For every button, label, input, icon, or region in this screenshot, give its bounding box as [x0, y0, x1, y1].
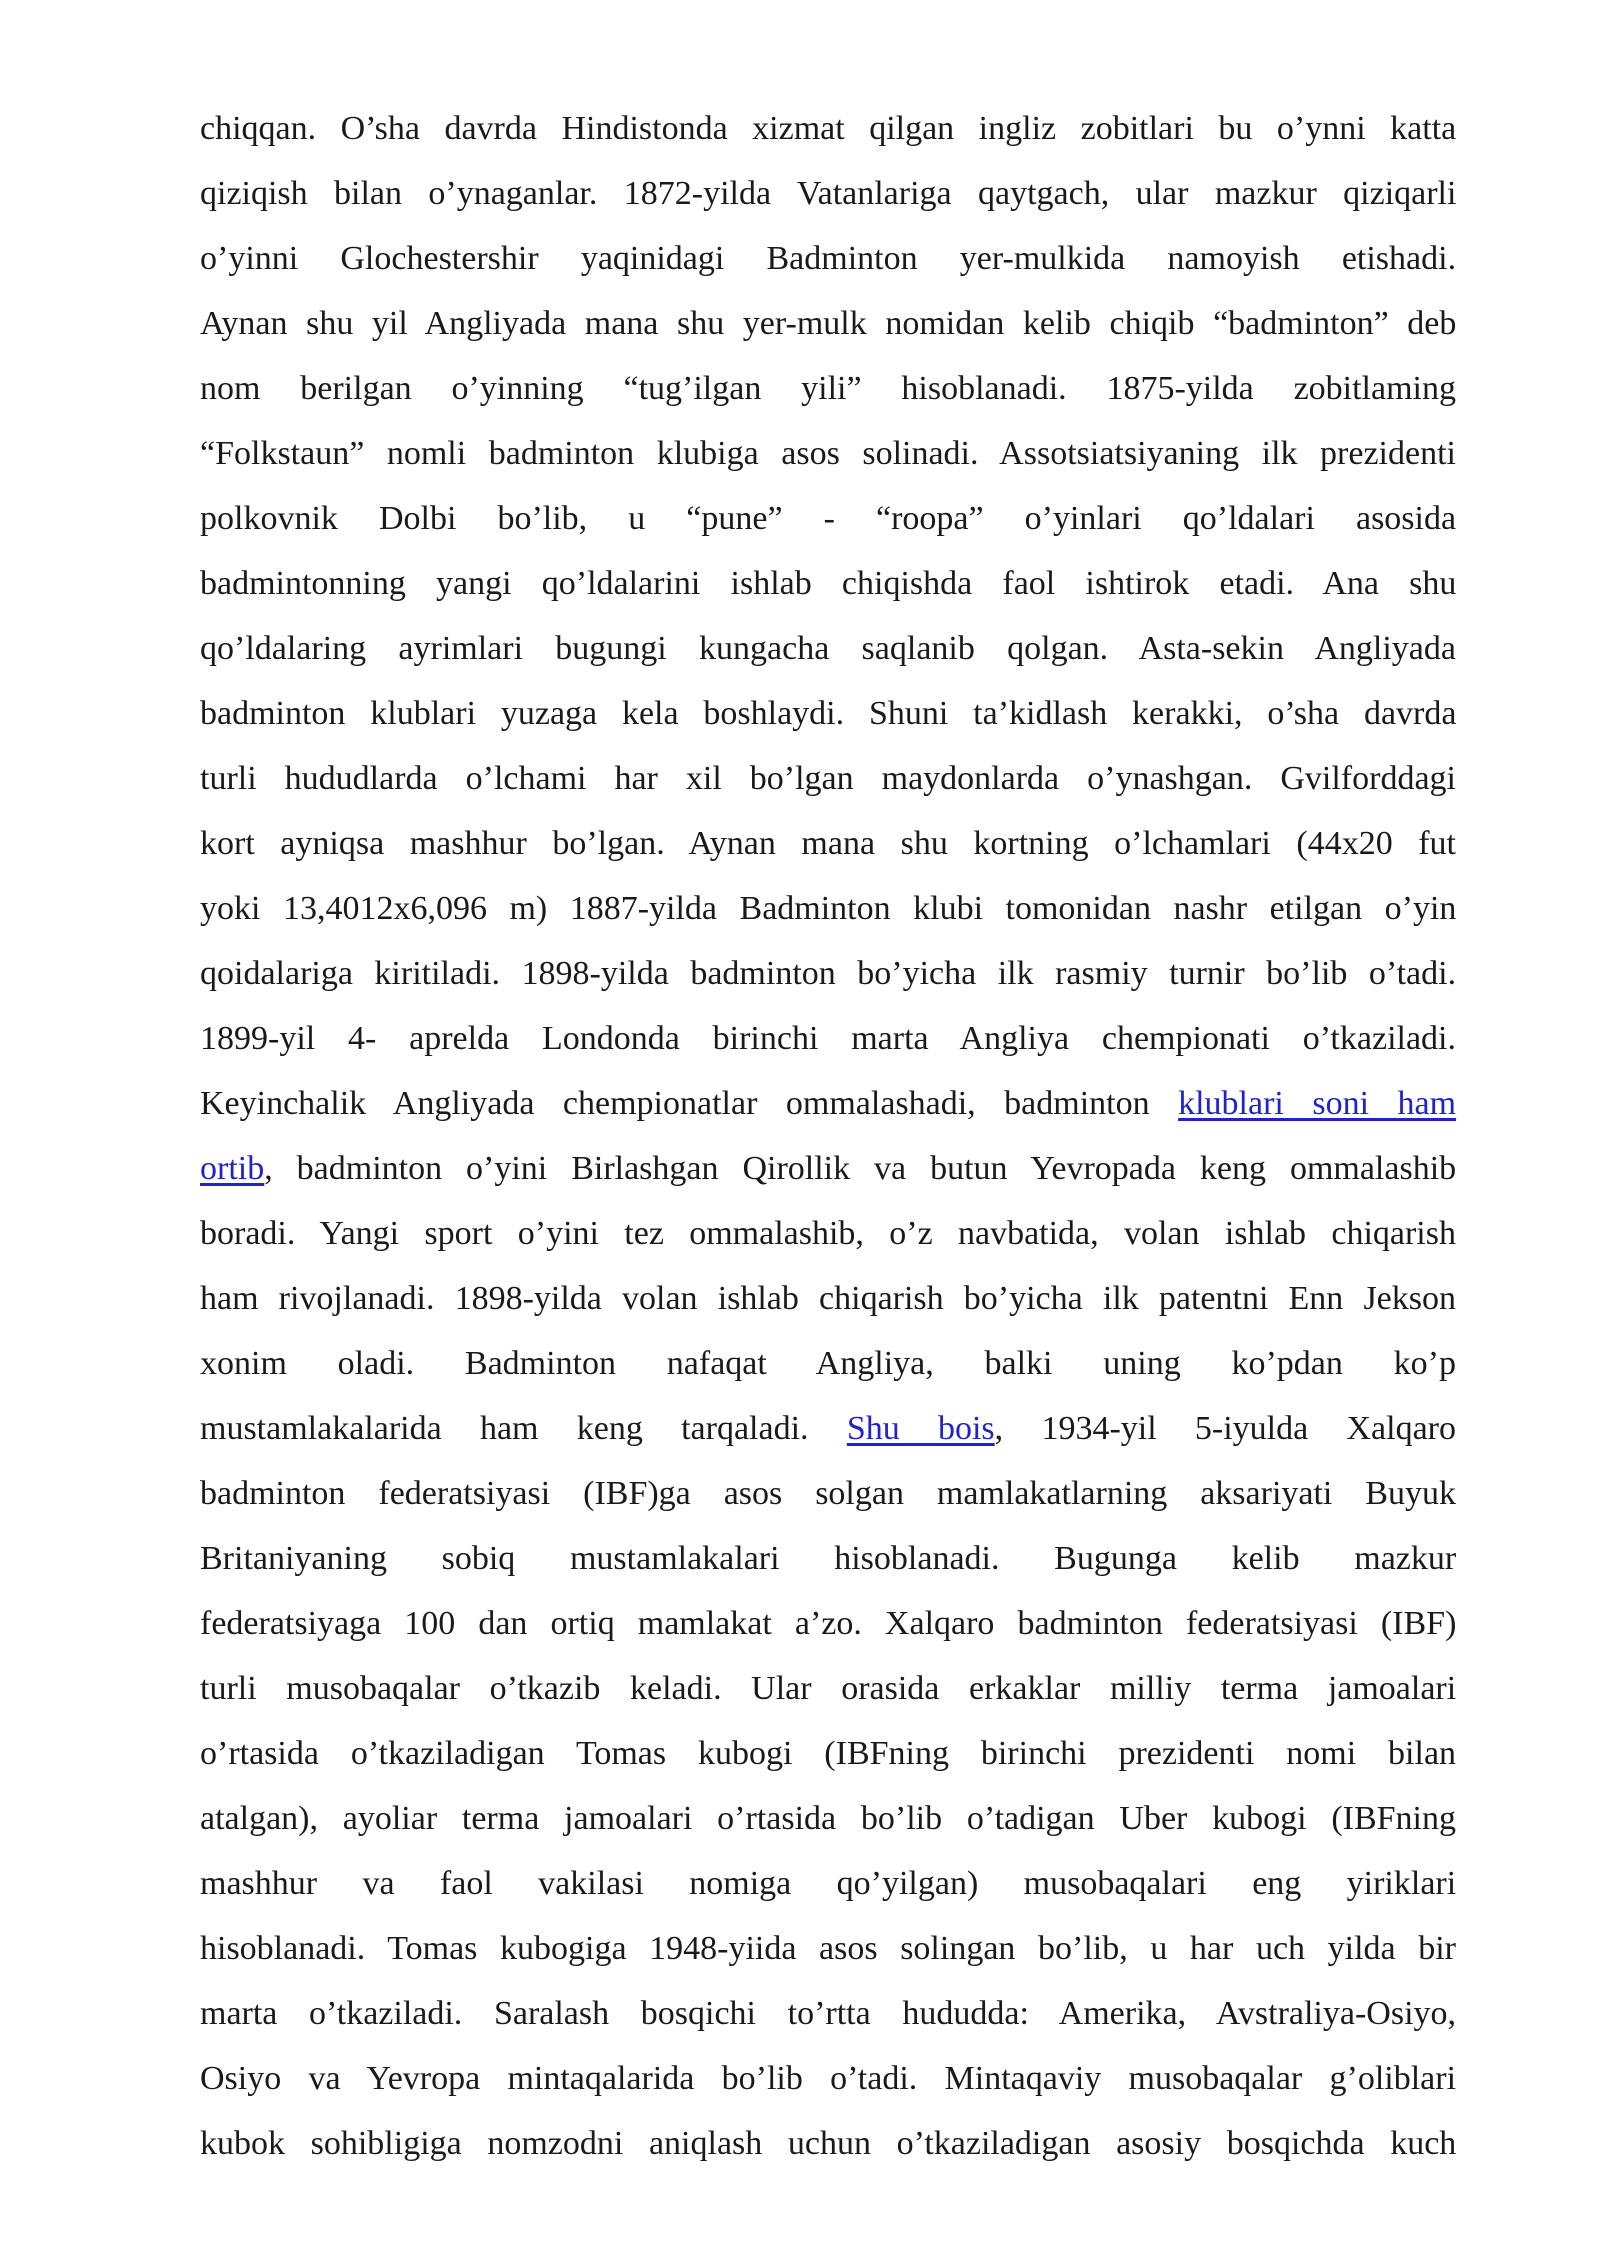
text-line: chiqqan. O’sha davrda Hindistonda xizmat qilgan ingliz zobitlari bu o’ynni katta [200, 110, 1457, 147]
text-line: xonim oladi. Badminton nafaqat Angliya, balki uning ko’pdan ko’p [200, 1345, 1456, 1382]
text-line: “Folkstaun” nomli badminton klubiga asos solinadi. Assotsiatsiyaning ilk prezidenti [200, 435, 1456, 472]
text-segment: mustamlakalarida ham keng tarqaladi. [200, 1410, 847, 1447]
text-segment: , badminton o’yini Birlashgan Qirollik va butun Yevropada keng ommalashib [264, 1150, 1457, 1187]
text-line: o’yinni Glochestershir yaqinidagi Badminton yer-mulkida namoyish etishadi. [200, 240, 1457, 277]
text-line: Britaniyaning sobiq mustamlakalari hisoblanadi. Bugunga kelib mazkur [200, 1540, 1457, 1577]
text-line: badmintonning yangi qo’ldalarini ishlab chiqishda faol ishtirok etadi. Ana shu [200, 565, 1457, 602]
text-line: ham rivojlanadi. 1898-yilda volan ishlab chiqarish bo’yicha ilk patentni Enn Jekson [200, 1280, 1456, 1317]
text-line [200, 1071, 1456, 1136]
shu-bois-link[interactable]: Shu bois [846, 1410, 995, 1447]
klublari-soni-link-continued[interactable]: ortib [200, 1150, 265, 1187]
text-line: turli hududlarda o’lchami har xil bo’lgan maydonlarda o’ynashgan. Gvilforddagi [200, 760, 1456, 797]
text-segment: Keyinchalik Angliyada chempionatlar ommalashadi, badminton [200, 1085, 1179, 1122]
text-line: mashhur va faol vakilasi nomiga qo’yilgan) musobaqalari eng yiriklari [200, 1865, 1457, 1902]
text-line: qiziqish bilan o’ynaganlar. 1872-yilda Vatanlariga qaytgach, ular mazkur qiziqarli [200, 175, 1457, 212]
text-line: atalgan), ayoliar terma jamoalari o’rtasida bo’lib o’tadigan Uber kubogi (IBFning [200, 1800, 1456, 1837]
text-line: boradi. Yangi sport o’yini tez ommalashib, o’z navbatida, volan ishlab chiqarish [200, 1215, 1456, 1252]
text-line: nom berilgan o’yinning “tug’ilgan yili” hisoblanadi. 1875-yilda zobitlaming [200, 370, 1456, 407]
text-line: kort ayniqsa mashhur bo’lgan. Aynan mana shu kortning o’lchamlari (44x20 fut [200, 825, 1456, 862]
body-text [200, 96, 1456, 2176]
text-line: yoki 13,4012x6,096 m) 1887-yilda Badminton klubi tomonidan nashr etilgan o’yin [200, 890, 1457, 927]
text-segment: , 1934-yil 5-iyulda Xalqaro [994, 1410, 1456, 1447]
text-line: polkovnik Dolbi bo’lib, u “pune” - “roopa” o’yinlari qo’ldalari asosida [200, 500, 1457, 537]
text-line: kubok sohibligiga nomzodni aniqlash uchun o’tkaziladigan asosiy bosqichda kuch [200, 2125, 1457, 2162]
text-line: 1899-yil 4- aprelda Londonda birinchi marta Angliya chempionati o’tkaziladi. [200, 1020, 1456, 1057]
text-line: badminton federatsiyasi (IBF)ga asos solgan mamlakatlarning aksariyati Buyuk [200, 1475, 1456, 1512]
text-line: turli musobaqalar o’tkazib keladi. Ular orasida erkaklar milliy terma jamoalari [200, 1670, 1457, 1707]
klublari-soni-link[interactable]: klublari soni ham [1178, 1085, 1457, 1122]
text-line: badminton klublari yuzaga kela boshlaydi. Shuni ta’kidlash kerakki, o’sha davrda [200, 695, 1457, 732]
text-line [200, 1396, 1456, 1461]
text-line: marta o’tkaziladi. Saralash bosqichi to’rtta hududda: Amerika, Avstraliya-Osiyo, [200, 1995, 1457, 2032]
text-line: Aynan shu yil Angliyada mana shu yer-mulk nomidan kelib chiqib “badminton” deb [200, 305, 1457, 342]
text-line: qo’ldalaring ayrimlari bugungi kungacha saqlanib qolgan. Asta-sekin Angliyada [200, 630, 1456, 667]
text-line: hisoblanadi. Tomas kubogiga 1948-yiida asos solingan bo’lib, u har uch yilda bir [200, 1930, 1456, 1967]
text-line: federatsiyaga 100 dan ortiq mamlakat a’zo. Xalqaro badminton federatsiyasi (IBF) [200, 1605, 1457, 1642]
text-line: o’rtasida o’tkaziladigan Tomas kubogi (IBFning birinchi prezidenti nomi bilan [200, 1735, 1457, 1772]
text-line [200, 1136, 1456, 1201]
text-line: qoidalariga kiritiladi. 1898-yilda badminton bo’yicha ilk rasmiy turnir bo’lib o’tadi. [200, 955, 1457, 992]
text-line: Osiyo va Yevropa mintaqalarida bo’lib o’tadi. Mintaqaviy musobaqalar g’oliblari [200, 2060, 1457, 2097]
